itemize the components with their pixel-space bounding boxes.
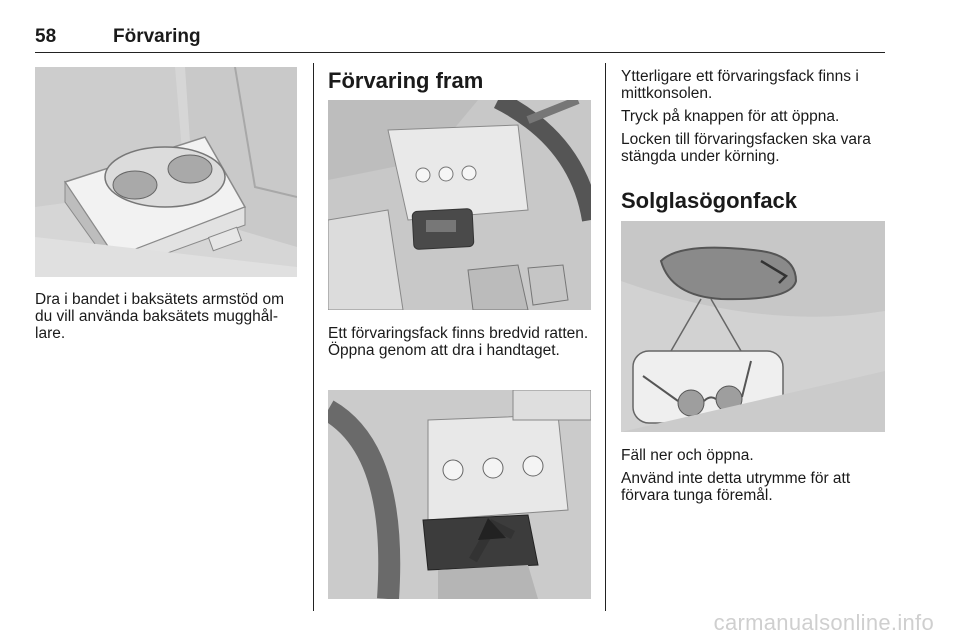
watermark: carmanualsonline.info xyxy=(713,610,934,635)
left-paragraph: Dra i bandet i baksätets armstöd om du vill använda baksätets mugghållare. xyxy=(35,291,284,342)
heading-solglasogonfack: Solglasögonfack xyxy=(621,188,798,213)
middle-paragraph: Ett förvaringsfack finns bredvid ratten. Öppna genom att dra i handtaget. xyxy=(328,325,589,359)
page-number: 58 xyxy=(35,26,57,47)
dashboard-glovebox-illustration xyxy=(328,100,591,310)
page-header xyxy=(35,26,885,53)
heading-forvaring-fram: Förvaring fram xyxy=(328,68,484,93)
right-paragraph-5: Använd inte detta utrymme för att förvara tunga föremål. xyxy=(621,470,851,504)
column-divider-right xyxy=(605,63,606,611)
section-title: Förvaring xyxy=(113,26,201,47)
right-paragraph-3: Locken till förvaringsfacken ska vara stängda under körning. xyxy=(621,131,871,165)
column-divider-left xyxy=(313,63,314,611)
sunglasses-holder-illustration xyxy=(621,221,885,432)
center-console-storage-illustration xyxy=(328,390,591,599)
right-paragraph-1: Ytterligare ett förvaringsfack finns i mittkonsolen. xyxy=(621,68,859,102)
right-paragraph-4: Fäll ner och öppna. xyxy=(621,447,754,464)
right-paragraph-2: Tryck på knappen för att öppna. xyxy=(621,108,840,125)
rear-armrest-cupholder-illustration xyxy=(35,67,297,277)
